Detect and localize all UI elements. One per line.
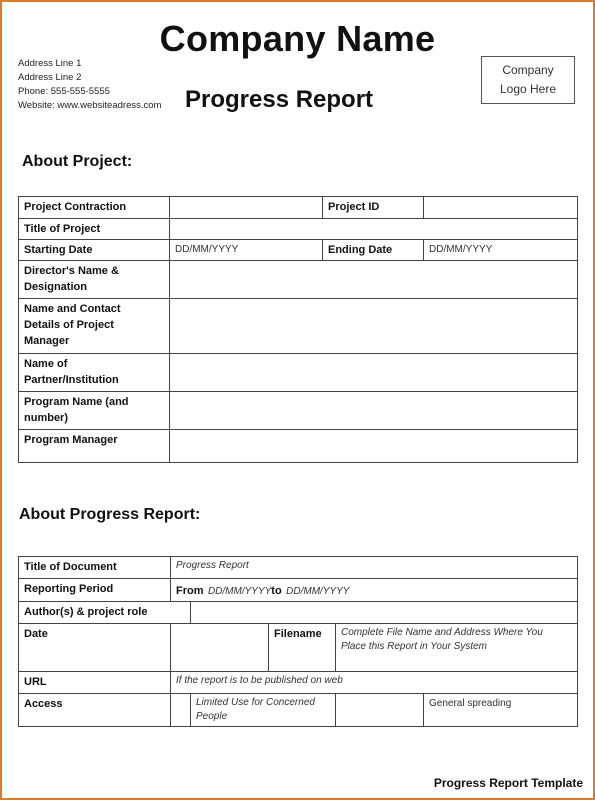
table-row (19, 557, 578, 579)
starting-date-label: Starting Date (19, 240, 170, 261)
table-row (19, 261, 578, 299)
table-row (19, 197, 578, 219)
table-row (19, 624, 578, 672)
director-label-line-1: Director's Name & (24, 265, 119, 277)
phone: Phone: 555-555-5555 (18, 86, 110, 97)
project-contraction-field[interactable] (170, 197, 323, 219)
table-row (19, 430, 578, 463)
director-label-line-2: Designation (24, 281, 87, 293)
table-row (19, 354, 578, 392)
date-field[interactable] (171, 624, 269, 672)
url-label: URL (19, 672, 171, 694)
partner-label-line-1: Name of (24, 358, 68, 370)
project-contraction-label: Project Contraction (19, 197, 170, 219)
program-name-line-2: number) (24, 412, 68, 424)
manager-details-line-3: Manager (24, 335, 70, 347)
access-checkbox-2[interactable] (336, 694, 424, 727)
to-label: to (271, 585, 282, 597)
report-title: Progress Report (185, 86, 374, 113)
from-label: From (176, 585, 204, 597)
access-checkbox-1[interactable] (171, 694, 191, 727)
table-row (19, 240, 578, 261)
program-name-field[interactable] (170, 392, 578, 430)
logo-placeholder (481, 56, 575, 104)
logo-line-1: Company (502, 63, 554, 77)
to-date[interactable]: DD/MM/YYYY (286, 586, 350, 597)
url-field[interactable]: If the report is to be published on web (171, 672, 578, 694)
from-date[interactable]: DD/MM/YYYY (207, 586, 272, 597)
manager-details-label (19, 299, 170, 354)
address-line-1: Address Line 1 (18, 58, 82, 69)
partner-label-line-2: Partner/Institution (24, 374, 119, 386)
project-id-label: Project ID (323, 197, 424, 219)
access-option-limited: Limited Use for Concerned People (191, 694, 336, 727)
company-name: Company Name (159, 18, 436, 59)
partner-field[interactable] (170, 354, 578, 392)
filename-line-1: Complete File Name and Address Where You (341, 627, 543, 638)
reporting-period-label: Reporting Period (19, 579, 171, 602)
partner-label (19, 354, 170, 392)
title-of-document-label: Title of Document (19, 557, 171, 579)
date-label: Date (19, 624, 171, 672)
authors-field[interactable] (191, 602, 578, 624)
about-project-table (18, 196, 578, 463)
about-project-heading: About Project: (22, 153, 133, 170)
title-of-project-label: Title of Project (19, 219, 170, 240)
about-progress-heading: About Progress Report: (19, 506, 201, 523)
table-row (19, 299, 578, 354)
starting-date-field[interactable]: DD/MM/YYYY (170, 240, 323, 261)
project-id-field[interactable] (424, 197, 578, 219)
about-progress-table (18, 556, 578, 727)
title-of-project-field[interactable] (170, 219, 578, 240)
director-field[interactable] (170, 261, 578, 299)
address-line-2: Address Line 2 (18, 72, 82, 83)
filename-field[interactable] (336, 624, 578, 672)
address-block (18, 57, 161, 113)
table-row (19, 672, 578, 694)
table-row (19, 602, 578, 624)
manager-details-field[interactable] (170, 299, 578, 354)
table-row (19, 219, 578, 240)
program-name-label (19, 392, 170, 430)
reporting-period-field[interactable] (171, 579, 578, 602)
table-row (19, 694, 578, 727)
filename-label: Filename (269, 624, 336, 672)
manager-details-line-2: Details of Project (24, 319, 114, 331)
access-label: Access (19, 694, 171, 727)
director-label (19, 261, 170, 299)
program-name-line-1: Program Name (and (24, 396, 129, 408)
authors-label: Author(s) & project role (19, 602, 191, 624)
table-row (19, 579, 578, 602)
ending-date-field[interactable]: DD/MM/YYYY (424, 240, 578, 261)
manager-details-line-1: Name and Contact (24, 303, 121, 315)
program-manager-label: Program Manager (19, 430, 170, 463)
title-of-document-field[interactable]: Progress Report (171, 557, 578, 579)
filename-line-2: Place this Report in Your System (341, 641, 487, 652)
website: Website: www.websiteadress.com (18, 100, 162, 111)
program-manager-field[interactable] (170, 430, 578, 463)
footer-label: Progress Report Template (433, 776, 583, 790)
ending-date-label: Ending Date (323, 240, 424, 261)
access-option-general: General spreading (424, 694, 578, 727)
table-row (19, 392, 578, 430)
logo-line-2: Logo Here (499, 82, 557, 96)
